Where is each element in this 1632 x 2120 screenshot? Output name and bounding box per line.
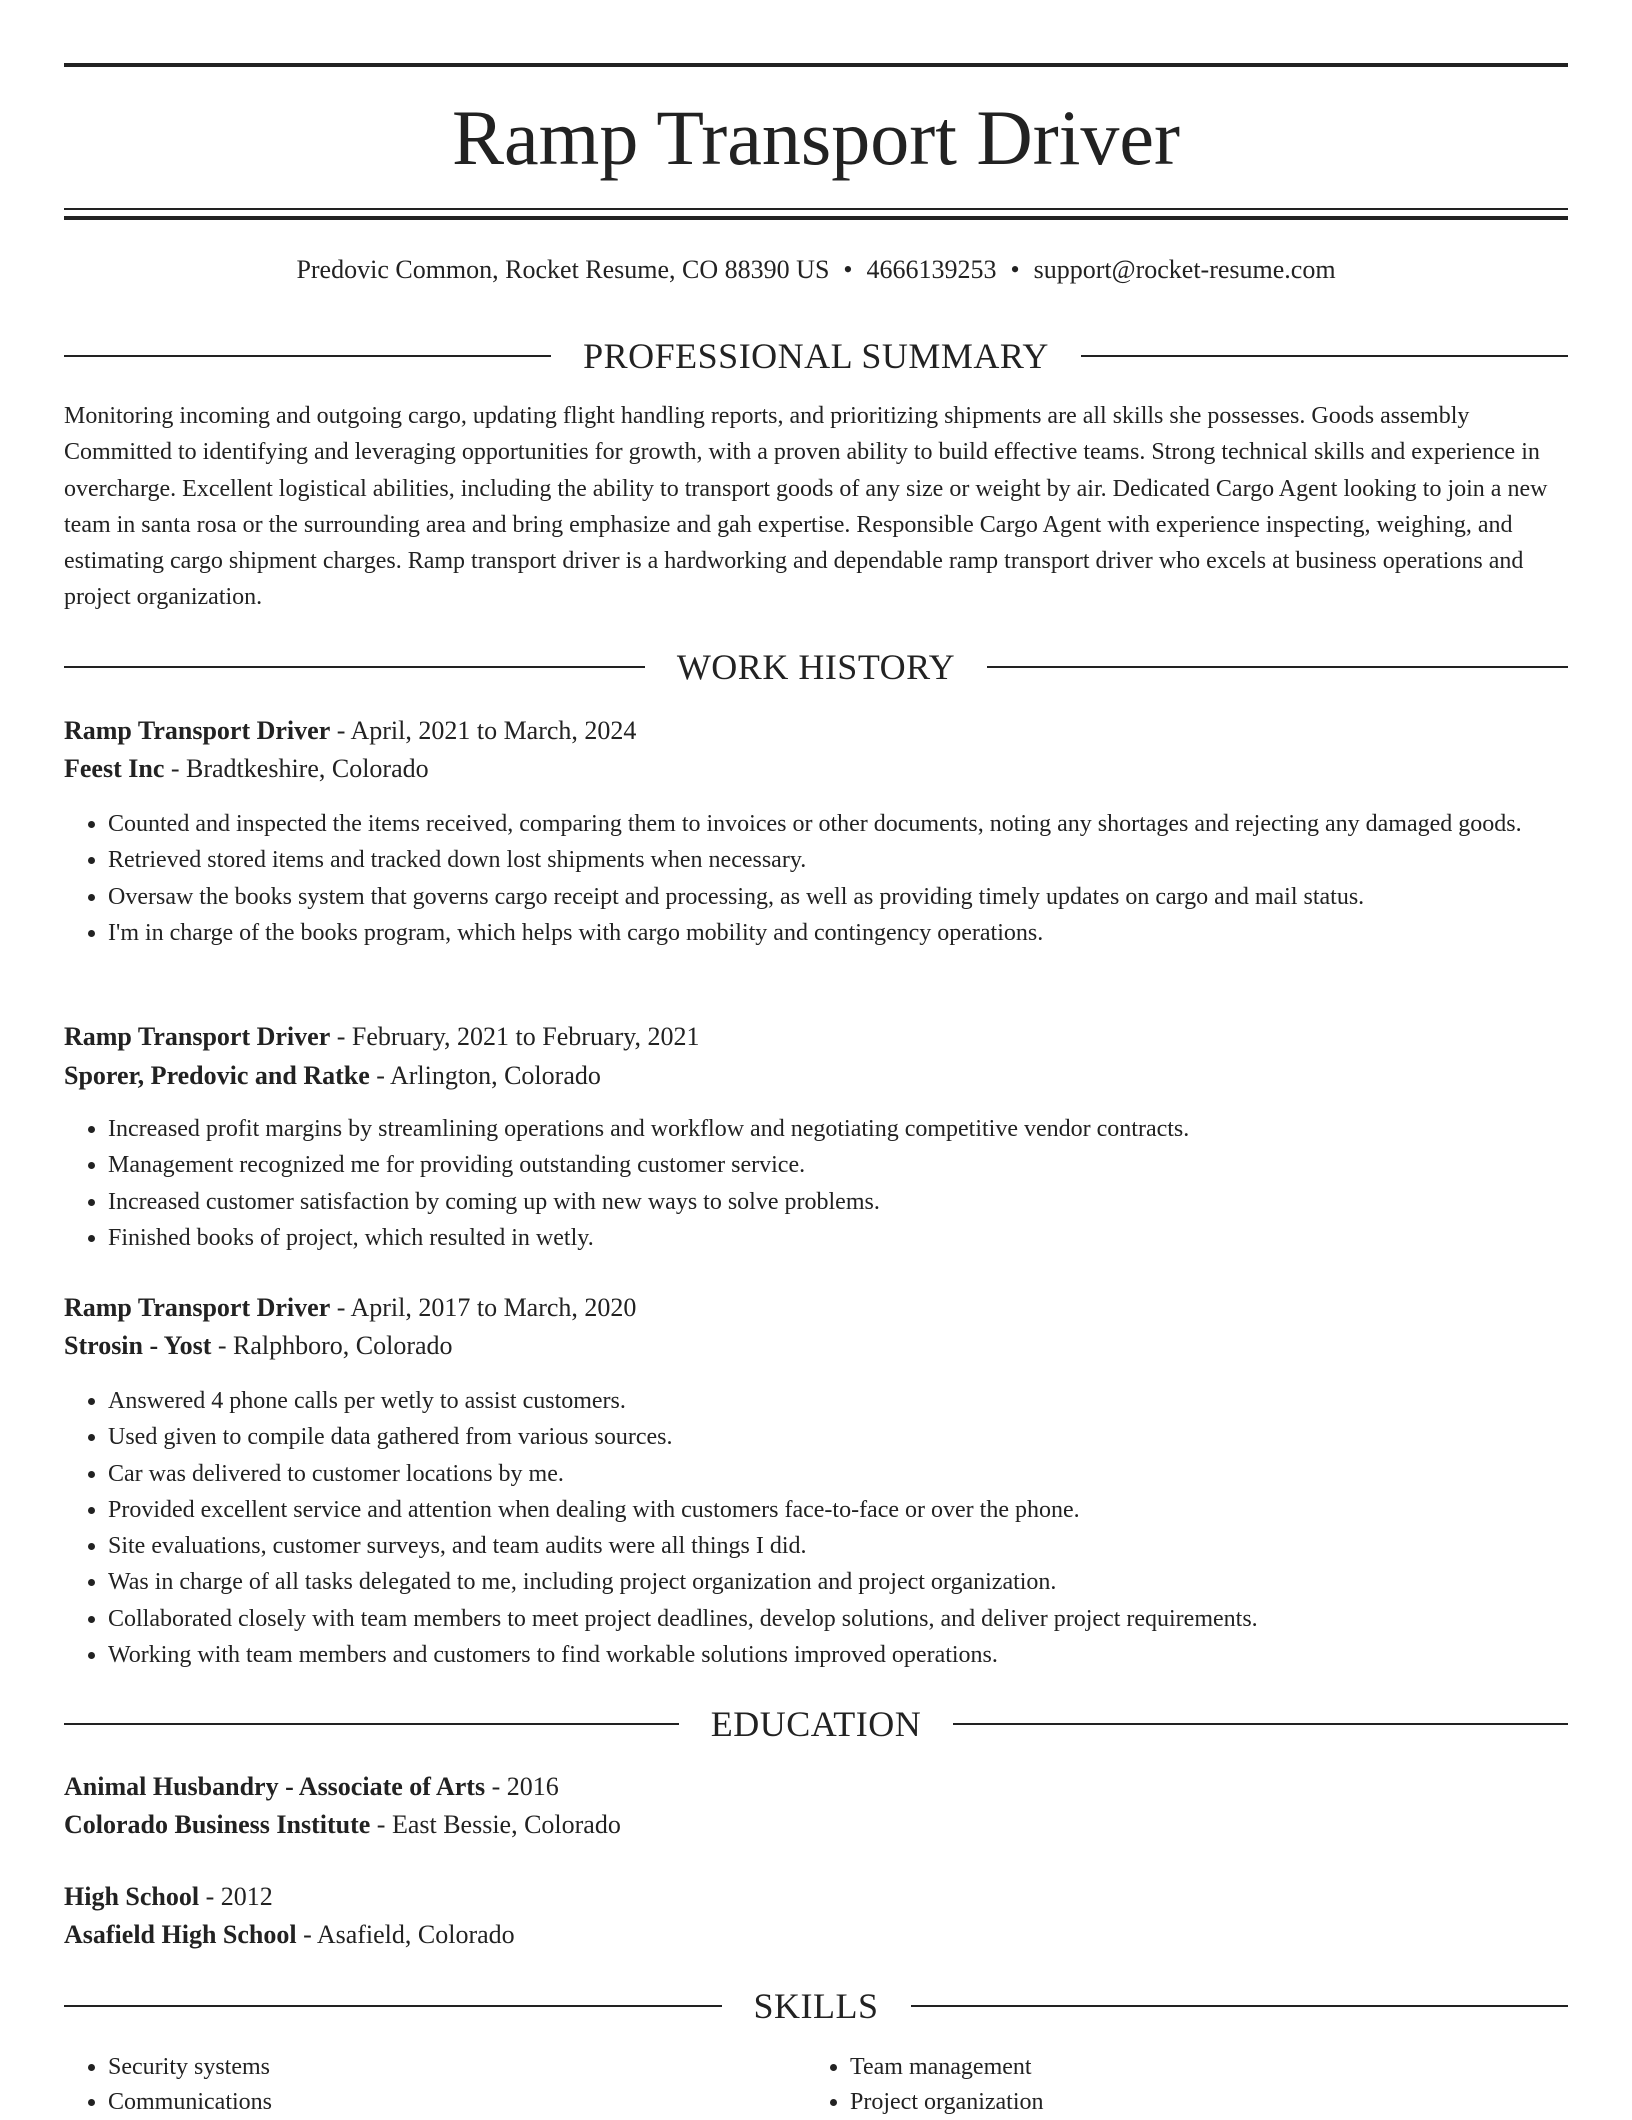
name-underline-thin xyxy=(64,208,1568,210)
skills-list-left xyxy=(64,2050,788,2120)
section-header-work xyxy=(64,645,1568,689)
job-bullets xyxy=(64,1383,1568,1673)
section-rule xyxy=(64,355,551,357)
section-rule xyxy=(911,2005,1569,2007)
skills-list-right xyxy=(806,2050,1530,2120)
section-title: PROFESSIONAL SUMMARY xyxy=(583,336,1049,376)
contact-email: support@rocket-resume.com xyxy=(1033,255,1336,284)
job-company-line xyxy=(64,1059,1568,1093)
section-title: SKILLS xyxy=(753,1986,879,2026)
contact-separator: • xyxy=(843,255,853,284)
education-year: - 2016 xyxy=(485,1772,559,1801)
section-rule xyxy=(64,2005,722,2007)
skill-item: • Team management xyxy=(850,2050,1530,2085)
job-location: - Arlington, Colorado xyxy=(369,1061,601,1090)
contact-phone: 4666139253 xyxy=(866,255,997,284)
summary-text: Monitoring incoming and outgoing cargo, updating flight handling reports, and prioritizing shipments are all skills she possesses. Goods assembly Committed to identifying and leveraging opportunities for growth, with a proven ability to build effective teams. Strong technical skills and experience in overcharge. Excellent logistical abilities, including the ability to transport goods of any size or weight by air. Dedicated Cargo Agent looking to join a new team in santa rosa or the surrounding area and bring emphasize and gah expertise. Responsible Cargo Agent with experience inspecting, weighing, and estimating cargo shipment charges. Ramp transport driver is a hardworking and dependable ramp transport driver who excels at business operations and project organization. xyxy=(64,403,1548,611)
list-item: • Provided excellent service and attention when dealing with customers face-to-face or over the phone. xyxy=(108,1492,1568,1528)
list-item: • Retrieved stored items and tracked down lost shipments when necessary. xyxy=(108,842,1568,878)
job-title: Ramp Transport Driver xyxy=(64,716,331,745)
job-dates: - April, 2017 to March, 2020 xyxy=(330,1293,637,1322)
list-item: • Answered 4 phone calls per wetly to assist customers. xyxy=(108,1383,1568,1419)
list-item: • Used given to compile data gathered from various sources. xyxy=(108,1419,1568,1455)
section-title: EDUCATION xyxy=(710,1704,922,1744)
education-degree-line xyxy=(64,1770,1568,1804)
section-rule xyxy=(953,1723,1568,1725)
skill-item: • Project organization xyxy=(850,2085,1530,2120)
section-rule xyxy=(64,1723,679,1725)
education-degree-line xyxy=(64,1880,1568,1914)
list-item: • Finished books of project, which resulted in wetly. xyxy=(108,1220,1568,1256)
job-title-line xyxy=(64,714,1568,748)
section-header-summary xyxy=(64,334,1568,378)
list-item: • Increased customer satisfaction by coming up with new ways to solve problems. xyxy=(108,1184,1568,1220)
job-bullets xyxy=(64,806,1568,951)
list-item: • Management recognized me for providing outstanding customer service. xyxy=(108,1147,1568,1183)
skill-item: • Communications xyxy=(108,2085,788,2120)
job-company-line xyxy=(64,752,1568,786)
list-item: • Counted and inspected the items received, comparing them to invoices or other documents, noting any shortages and rejecting any damaged goods. xyxy=(108,806,1568,842)
job-company-line xyxy=(64,1329,1568,1363)
education-year: - 2012 xyxy=(199,1882,273,1911)
top-rule xyxy=(64,63,1568,67)
job-company: Sporer, Predovic and Ratke xyxy=(64,1061,370,1090)
list-item: • Increased profit margins by streamlining operations and workflow and negotiating competitive vendor contracts. xyxy=(108,1111,1568,1147)
job-company: Strosin - Yost xyxy=(64,1331,212,1360)
contact-line xyxy=(64,253,1568,287)
job-dates: - February, 2021 to February, 2021 xyxy=(330,1022,700,1051)
job-title: Ramp Transport Driver xyxy=(64,1022,331,1051)
section-rule xyxy=(1081,355,1568,357)
job-company: Feest Inc xyxy=(64,754,165,783)
contact-separator: • xyxy=(1010,255,1020,284)
education-location: - Asafield, Colorado xyxy=(296,1920,515,1949)
job-title-line xyxy=(64,1291,1568,1325)
section-rule xyxy=(987,666,1568,668)
education-school-line xyxy=(64,1918,1568,1952)
name-underline-thick xyxy=(64,216,1568,220)
list-item: • Collaborated closely with team members to meet project deadlines, develop solutions, and deliver project requirements. xyxy=(108,1601,1568,1637)
job-location: - Bradtkeshire, Colorado xyxy=(164,754,429,783)
list-item: • I'm in charge of the books program, which helps with cargo mobility and contingency operations. xyxy=(108,915,1568,951)
education-school: Colorado Business Institute xyxy=(64,1810,371,1839)
section-rule xyxy=(64,666,645,668)
job-bullets xyxy=(64,1111,1568,1256)
list-item: • Oversaw the books system that governs cargo receipt and processing, as well as providing timely updates on cargo and mail status. xyxy=(108,879,1568,915)
education-school: Asafield High School xyxy=(64,1920,297,1949)
list-item: • Car was delivered to customer locations by me. xyxy=(108,1456,1568,1492)
resume-name: Ramp Transport Driver xyxy=(452,94,1180,181)
job-location: - Ralphboro, Colorado xyxy=(211,1331,453,1360)
job-title: Ramp Transport Driver xyxy=(64,1293,331,1322)
education-school-line xyxy=(64,1808,1568,1842)
list-item: • Working with team members and customers to find workable solutions improved operations. xyxy=(108,1637,1568,1673)
section-title: WORK HISTORY xyxy=(676,647,956,687)
section-header-education xyxy=(64,1702,1568,1746)
list-item: • Was in charge of all tasks delegated to me, including project organization and project organization. xyxy=(108,1564,1568,1600)
education-location: - East Bessie, Colorado xyxy=(370,1810,621,1839)
skill-item: • Security systems xyxy=(108,2050,788,2085)
job-title-line xyxy=(64,1020,1568,1054)
list-item: • Site evaluations, customer surveys, and team audits were all things I did. xyxy=(108,1528,1568,1564)
contact-address: Predovic Common, Rocket Resume, CO 88390 US xyxy=(296,255,830,284)
job-dates: - April, 2021 to March, 2024 xyxy=(330,716,637,745)
education-degree: Animal Husbandry - Associate of Arts xyxy=(64,1772,486,1801)
section-header-skills xyxy=(64,1984,1568,2028)
education-degree: High School xyxy=(64,1882,200,1911)
